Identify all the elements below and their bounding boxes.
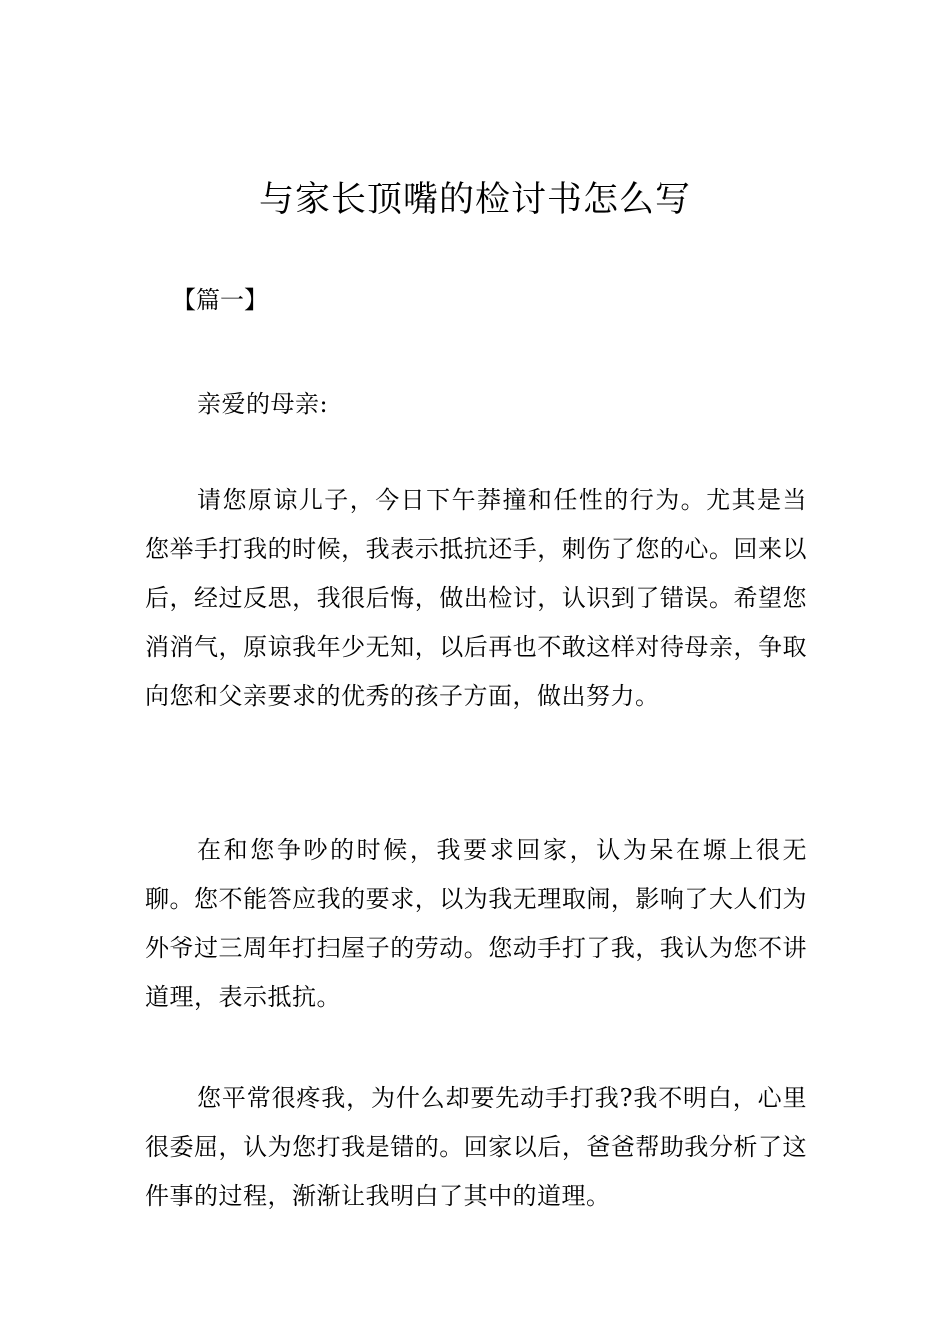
letter-greeting: 亲爱的母亲: [197, 390, 329, 418]
paragraph-2: 在和您争吵的时候，我要求回家，认为呆在塬上很无聊。您不能答应我的要求，以为我无理取闹，影响了大人们为外爷过三周年打扫屋子的劳动。您动手打了我，我认为您不讲道理，表示抵抗。 [145, 836, 807, 1011]
paragraph-1: 请您原谅儿子，今日下午莽撞和任性的行为。尤其是当您举手打我的时候，我表示抵抗还手，刺伤了您的心。回来以后，经过反思，我很后悔，做出检讨，认识到了错误。希望您消消气，原谅我年少无知，以后再也不敢这样对待母亲，争取向您和父亲要求的优秀的孩子方面，做出努力。 [145, 486, 807, 710]
section-label: 【篇一】 [172, 286, 268, 314]
paragraph-3: 您平常很疼我，为什么却要先动手打我?我不明白，心里很委屈，认为您打我是错的。回家以后，爸爸帮助我分析了这件事的过程，渐渐让我明白了其中的道理。 [145, 1084, 807, 1210]
document-title: 与家长顶嘴的检讨书怎么写 [258, 180, 691, 220]
